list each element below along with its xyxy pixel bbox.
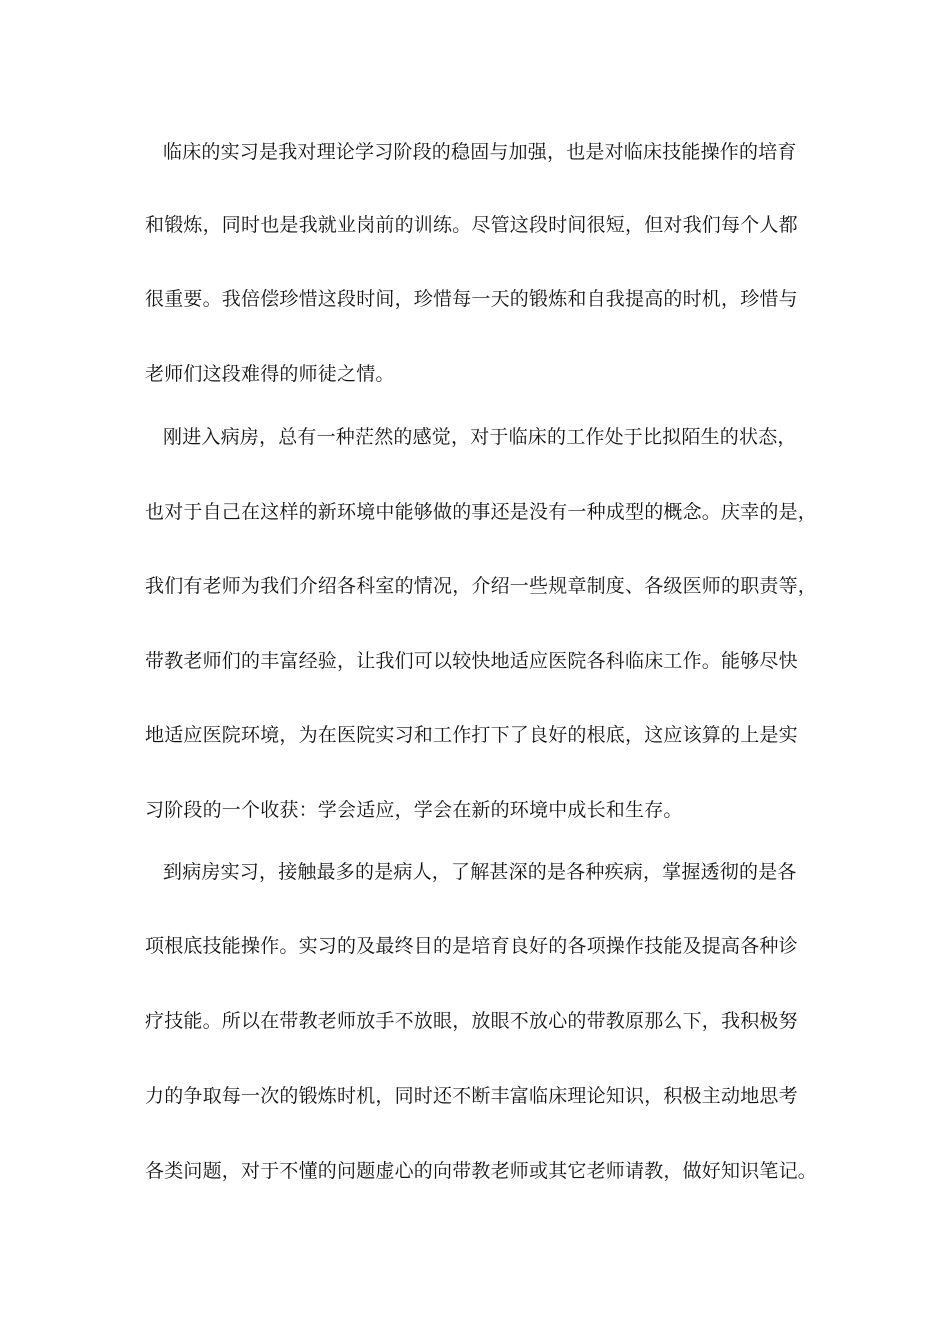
paragraph-2-line-1: 刚进入病房，总有一种茫然的感觉，对于临床的工作处于比拟陌生的状态， <box>163 426 797 448</box>
paragraph-3-line-3: 疗技能。所以在带教老师放手不放眼，放眼不放心的带教原那么下，我积极努 <box>145 1010 798 1032</box>
paragraph-2-line-6: 习阶段的一个收获：学会适应，学会在新的环境中成长和生存。 <box>145 799 683 821</box>
paragraph-2-line-5: 地适应医院环境，为在医院实习和工作打下了良好的根底，这应该算的上是实 <box>145 724 798 746</box>
paragraph-3-line-2: 项根底技能操作。实习的及最终目的是培育良好的各项操作技能及提高各种诊 <box>145 935 798 957</box>
paragraph-2-line-3: 我们有老师为我们介绍各科室的情况，介绍一些规章制度、各级医师的职责等， <box>145 575 818 597</box>
paragraph-1-line-1: 临床的实习是我对理论学习阶段的稳固与加强，也是对临床技能操作的培育 <box>163 141 797 163</box>
paragraph-1-line-4: 老师们这段难得的师徒之情。 <box>145 363 395 385</box>
paragraph-2-line-4: 带教老师们的丰富经验，让我们可以较快地适应医院各科临床工作。能够尽快 <box>145 650 798 672</box>
paragraph-1-line-2: 和锻炼，同时也是我就业岗前的训练。尽管这段时间很短，但对我们每个人都 <box>145 214 798 236</box>
paragraph-3-line-5: 各类问题，对于不懂的问题虚心的向带教老师或其它老师请教，做好知识笔记。 <box>145 1160 818 1182</box>
paragraph-1-line-3: 很重要。我倍偿珍惜这段时间，珍惜每一天的锻炼和自我提高的时机，珍惜与 <box>145 288 798 310</box>
paragraph-3-line-4: 力的争取每一次的锻炼时机，同时还不断丰富临床理论知识，积极主动地思考 <box>145 1085 798 1107</box>
paragraph-3-line-1: 到病房实习，接触最多的是病人，了解甚深的是各种疾病，掌握透彻的是各 <box>163 861 797 883</box>
paragraph-2-line-2: 也对于自己在这样的新环境中能够做的事还是没有一种成型的概念。庆幸的是， <box>145 501 818 523</box>
